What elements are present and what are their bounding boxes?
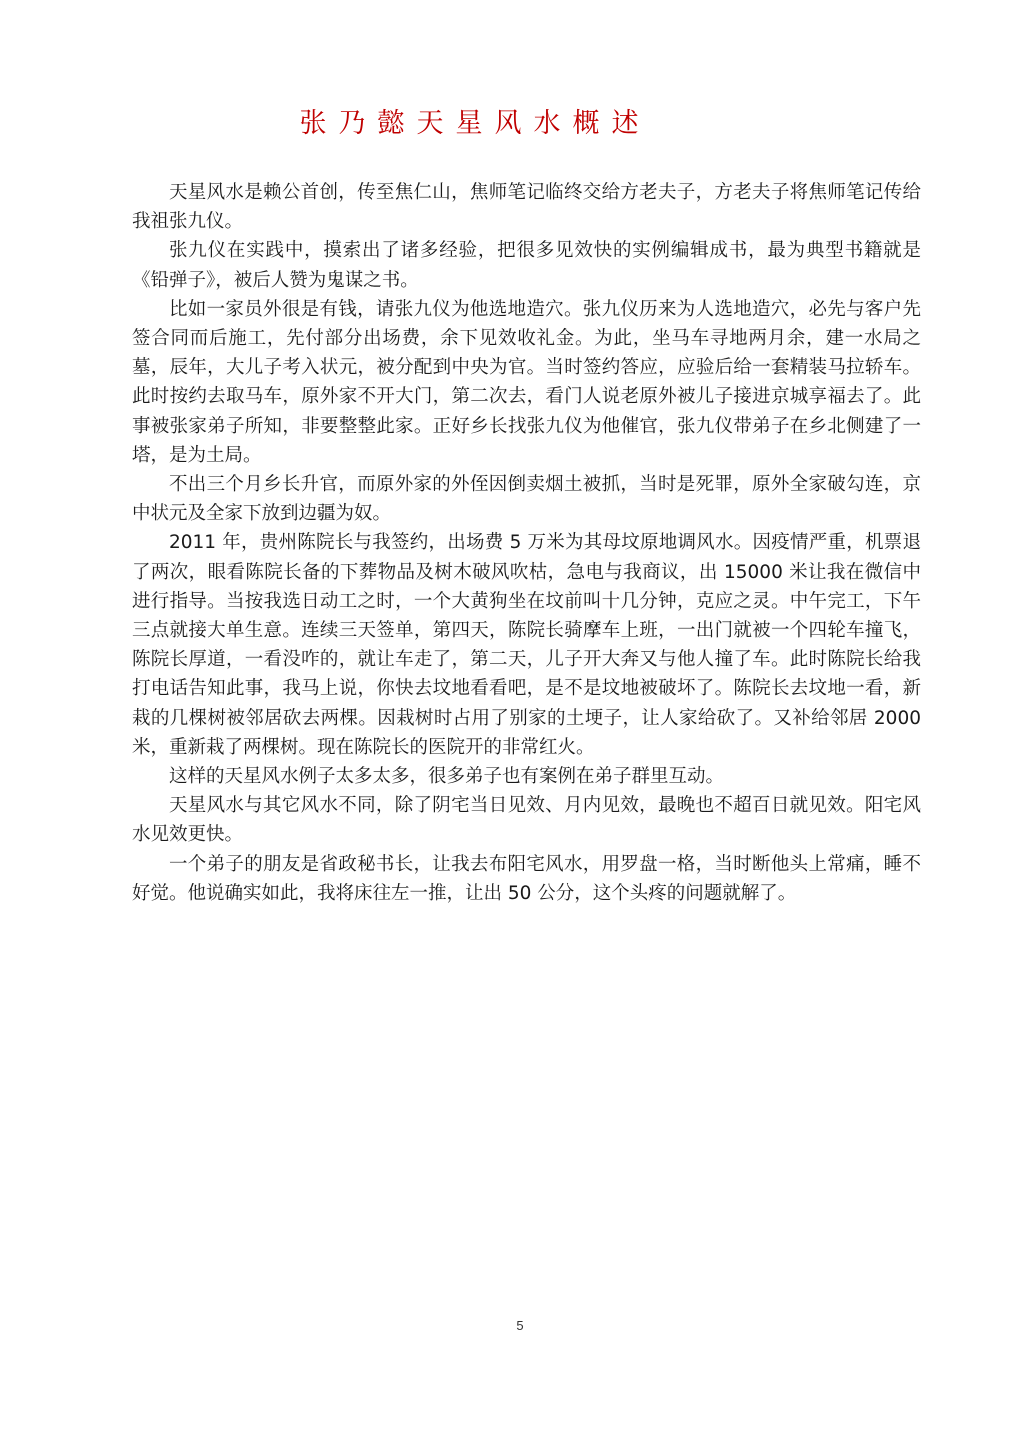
paragraph: 比如一家员外很是有钱，请张九仪为他选地造穴。张九仪历来为人选地造穴，必先与客户先签合同而后施工，先付部分出场费，余下见效收礼金。为此，坐马车寻地两月余，建一水局之墓，辰年，大儿子考入状元，被分配到中央为官。当时签约答应，应验后给一套精装马拉轿车。此时按约去取马车，原外家不开大门，第二次去，看门人说老原外被儿子接进京城享福去了。此事被张家弟子所知，非要整整此家。正好乡长找张九仪为他催官，张九仪带弟子在乡北侧建了一塔，是为土局。 [132, 298, 921, 466]
page-number: 5 [516, 1318, 524, 1333]
paragraph: 这样的天星风水例子太多太多，很多弟子也有案例在弟子群里互动。 [169, 766, 725, 788]
paragraph: 天星风水与其它风水不同，除了阴宅当日见效、月内见效，最晚也不超百日就见效。阳宅风水见效更快。 [132, 795, 921, 846]
paragraph: 张九仪在实践中，摸索出了诸多经验，把很多见效快的实例编辑成书，最为典型书籍就是《铅弹子》，被后人赞为鬼谋之书。 [132, 240, 921, 291]
paragraph: 天星风水是赖公首创，传至焦仁山，焦师笔记临终交给方老夫子，方老夫子将焦师笔记传给我祖张九仪。 [132, 182, 921, 233]
paragraph: 一个弟子的朋友是省政秘书长，让我去布阳宅风水，用罗盘一格，当时断他头上常痛，睡不好觉。他说确实如此，我将床往左一推，让出 50 公分，这个头疼的问题就解了。 [132, 853, 921, 904]
paragraph: 不出三个月乡长升官，而原外家的外侄因倒卖烟土被抓，当时是死罪，原外全家破勾连，京中状元及全家下放到边疆为奴。 [132, 474, 921, 525]
document-title: 张乃懿天星风水概述 [299, 108, 651, 139]
document-body [132, 178, 921, 908]
paragraph: 2011 年，贵州陈院长与我签约，出场费 5 万米为其母坟原地调风水。因疫情严重，机票退了两次，眼看陈院长备的下葬物品及树木破风吹枯，急电与我商议，出 15000 米让我在微信中进行指导。当按我选日动工之时，一个大黄狗坐在坟前叫十几分钟，克应之灵。中午完工，下午三点就接大单生意。连续三天签单，第四天，陈院长骑摩车上班，一出门就被一个四轮车撞飞，陈院长厚道，一看没咋的，就让车走了，第二天，儿子开大奔又与他人撞了车。此时陈院长给我打电话告知此事，我马上说，你快去坟地看看吧，是不是坟地被破坏了。陈院长去坟地一看，新栽的几棵树被邻居砍去两棵。因栽树时占用了别家的土埂子，让人家给砍了。又补给邻居 2000 米，重新栽了两棵树。现在陈院长的医院开的非常红火。 [132, 532, 921, 758]
